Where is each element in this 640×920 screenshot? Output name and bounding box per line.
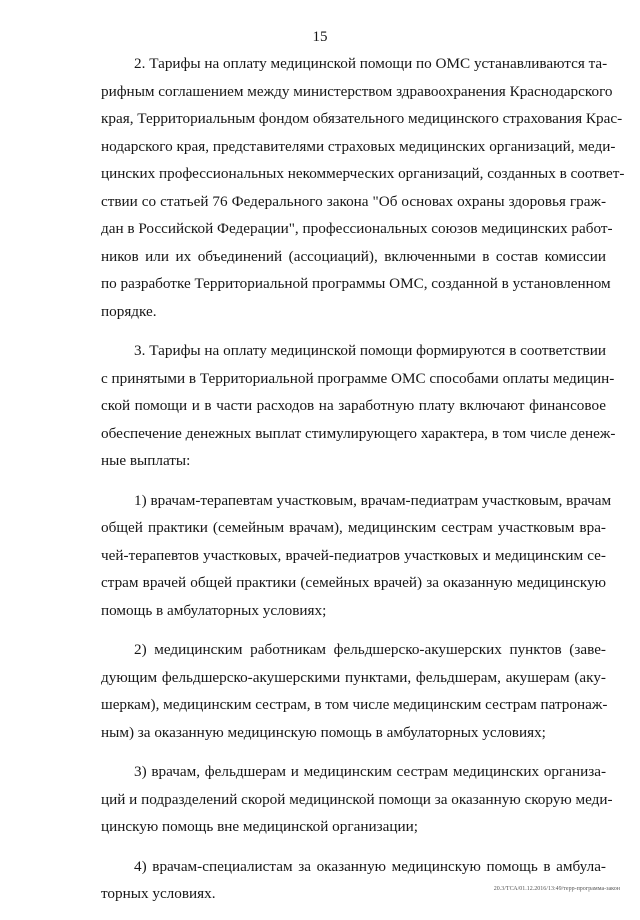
text-line: ным) за оказанную медицинскую помощь в амбулаторных условиях; [101,723,546,741]
text-line: страм врачей общей практики (семейных врачей) за оказанную медицинскую [101,574,606,591]
text-line: ные выплаты: [101,452,191,469]
text-line: обеспечение денежных выплат стимулирующего характера, в том числе денеж- [101,424,616,442]
text-line: общей практики (семейным врачам), медицинским сестрам участковым вра- [101,519,606,536]
list-item-2 [101,636,606,746]
text-line: ской помощи и в части расходов на заработную плату включают финансовое [101,397,606,414]
text-line: чей-терапевтов участковых, врачей-педиатров участковых и медицинским се- [101,546,606,564]
text-line: 3) врачам, фельдшерам и медицинским сестрам медицинских организа- [134,763,606,780]
text-line: дующим фельдшерско-акушерскими пунктами, фельдшерам, акушерам (аку- [101,668,606,686]
text-line: края, Территориальным фондом обязательного медицинского страхования Крас- [101,110,623,127]
text-line: цинскую помощь вне медицинской организации; [101,818,418,835]
text-line: дан в Российской Федерации", профессиональных союзов медицинских работ- [101,220,613,237]
text-line: по разработке Территориальной программы ОМС, созданной в установленном [101,275,611,292]
text-line: 4) врачам-специалистам за оказанную медицинскую помощь в амбула- [134,857,606,875]
text-line: 1) врачам-терапевтам участковым, врачам-педиатрам участковым, врачам [134,491,612,509]
text-line: 3. Тарифы на оплату медицинской помощи формируются в соответствии [134,342,606,359]
list-item-4 [101,853,606,908]
text-line: рифным соглашением между министерством здравоохранения Краснодарского [101,82,613,100]
text-line: торных условиях. [101,885,216,902]
list-item-3 [101,758,613,841]
text-line: цинских профессиональных некоммерческих организаций, созданных в соответ- [101,165,625,182]
text-line: порядке. [101,302,157,320]
list-item-1 [101,487,612,625]
paragraph-tariffs-formed [101,337,616,475]
text-line: 2) медицинским работникам фельдшерско-акушерских пунктов (заве- [134,641,606,658]
document-body [101,50,625,920]
paragraph-tariffs-established [101,50,625,325]
text-line: 2. Тарифы на оплату медицинской помощи по ОМС устанавливаются та- [134,55,608,72]
text-line: с принятыми в Территориальной программе ОМС способами оплаты медицин- [101,369,615,387]
text-line: шеркам), медицинским сестрам, в том числе медицинским сестрам патронаж- [101,696,608,713]
document-footer-code: 20.3/ТСА/01.12.2016/13:49/терр-программа-закон [493,886,620,892]
text-line: помощь в амбулаторных условиях; [101,601,327,619]
text-line: ций и подразделений скорой медицинской помощи за оказанную скорую меди- [101,790,613,808]
text-line: нодарского края, представителями страховых медицинских организаций, меди- [101,137,616,155]
text-line: ствии со статьей 76 Федерального закона "Об основах охраны здоровья граж- [101,192,606,210]
text-line: ников или их объединений (ассоциаций), включенными в состав комиссии [101,247,606,265]
page-number: 15 [312,29,328,45]
